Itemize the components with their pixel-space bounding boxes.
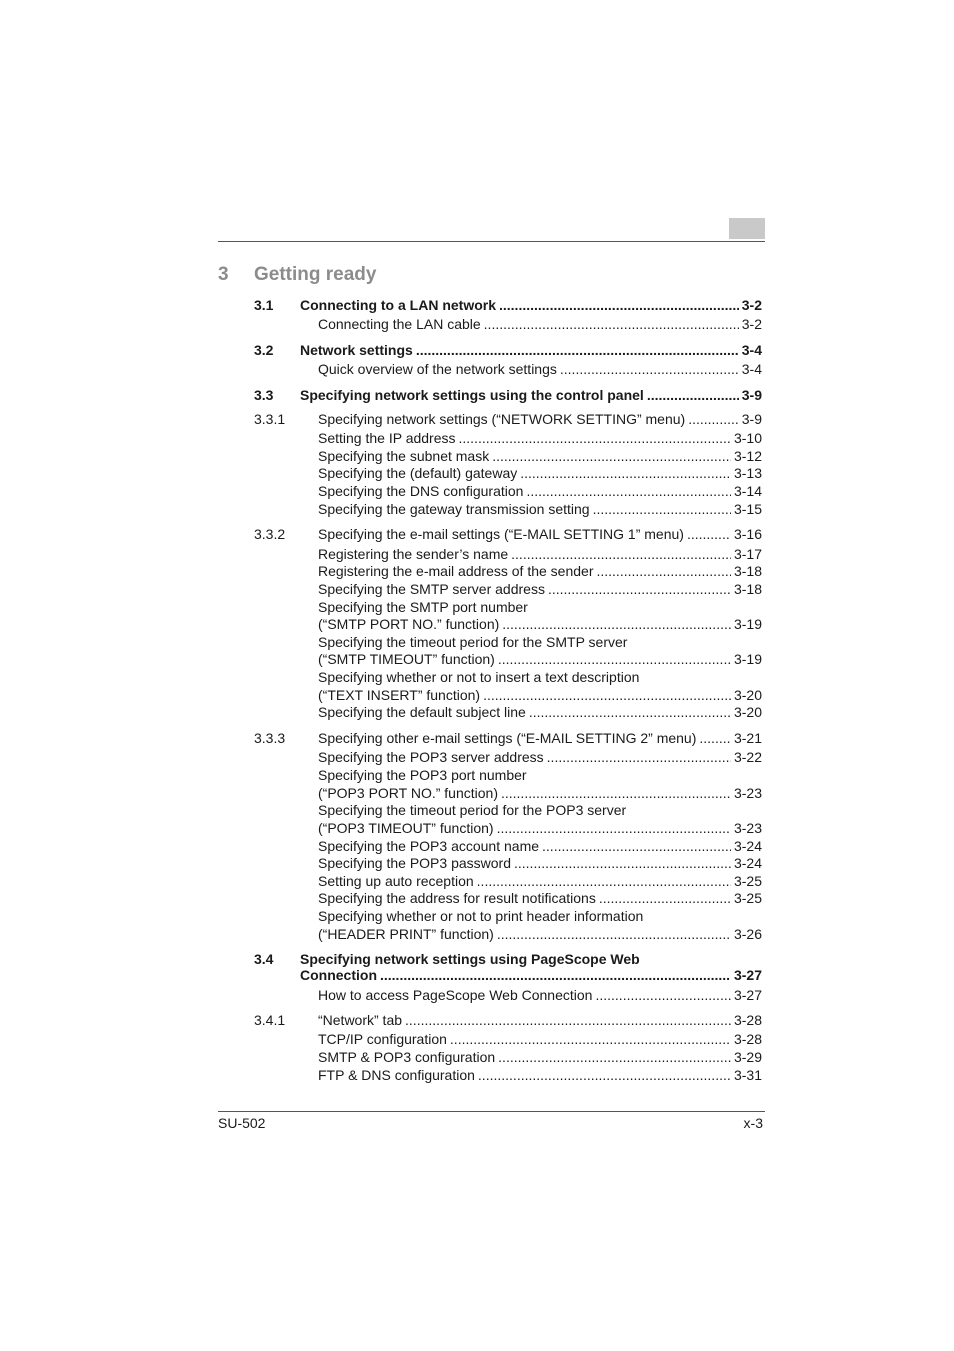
toc-entry-title: Connecting the LAN cable [318,316,481,332]
toc-leader-dots [416,342,739,359]
toc-entry-page: 3-12 [733,448,762,464]
toc-entry-title: (“HEADER PRINT” function) [318,926,494,942]
toc-entry-page: 3-25 [733,873,762,889]
toc-leader-dots [497,926,731,943]
toc-entry-page: 3-2 [741,297,762,313]
toc-entry-page: 3-15 [733,501,762,517]
toc-leader-dots [450,1031,731,1048]
toc-entry-title: Specifying the POP3 password [318,855,511,871]
toc-leader-dots [529,704,731,721]
toc-entry-page: 3-27 [733,987,762,1003]
toc-entry-title: Registering the e-mail address of the sender [318,563,594,579]
toc-entry-number: 3.3 [254,387,274,403]
toc-entry-page: 3-23 [733,785,762,801]
toc-leader-dots [596,563,730,580]
toc-entry-title: (“SMTP TIMEOUT” function) [318,651,495,667]
toc-entry-title: “Network” tab [318,1012,403,1028]
toc-entry-page: 3-14 [733,483,762,499]
toc-entry-page: 3-13 [733,465,762,481]
toc-entry-page: 3-24 [733,855,762,871]
toc-leader-dots [688,411,739,428]
toc-leader-dots [699,730,731,747]
toc-entry-title: FTP & DNS configuration [318,1067,475,1083]
toc-entry-page: 3-17 [733,546,762,562]
toc-entry-page: 3-2 [741,316,762,332]
toc-entry-page: 3-25 [733,890,762,906]
toc-leader-dots [484,316,739,333]
toc-leader-dots [459,430,731,447]
toc-leader-dots [599,890,731,907]
toc-leader-dots [520,465,731,482]
chapter-number: 3 [218,264,229,285]
toc-entry-title: Specifying network settings using PageScope Web [300,951,640,967]
toc-entry-page: 3-23 [733,820,762,836]
toc-entry-title: Specifying the gateway transmission setting [318,501,590,517]
toc-entry-page: 3-24 [733,838,762,854]
toc-leader-dots [560,361,739,378]
toc-entry-number: 3.3.2 [254,526,286,542]
toc-leader-dots [593,501,731,518]
toc-entry-title: Specifying the POP3 account name [318,838,540,854]
toc-entry-number: 3.3.1 [254,411,286,427]
toc-entry-title: (“SMTP PORT NO.” function) [318,616,500,632]
toc-entry-title: Specifying network settings (“NETWORK SETTING” menu) [318,411,686,427]
toc-leader-dots [647,387,739,404]
toc-leader-dots [687,526,731,543]
toc-leader-dots [497,820,731,837]
toc-entry-page: 3-28 [733,1031,762,1047]
chapter-heading [218,264,376,286]
toc-leader-dots [547,749,731,766]
toc-entry-title: Connecting to a LAN network [300,297,496,313]
toc-entry-title: Specifying the timeout period for the SMTP server [318,634,628,650]
toc-entry-title: SMTP & POP3 configuration [318,1049,496,1065]
toc-leader-dots [498,651,731,668]
footer-rule [218,1111,765,1112]
toc-entry-page: 3-19 [733,616,762,632]
toc-entry-title: TCP/IP configuration [318,1031,447,1047]
header-rule [218,241,765,242]
toc-leader-dots [478,1067,731,1084]
toc-leader-dots [502,616,731,633]
toc-entry-title: (“POP3 PORT NO.” function) [318,785,498,801]
toc-entry-page: 3-19 [733,651,762,667]
toc-entry-page: 3-16 [733,526,762,542]
toc-entry-title: Specifying other e-mail settings (“E-MAIL SETTING 2” menu) [318,730,697,746]
toc-entry-title: Specifying the SMTP server address [318,581,545,597]
toc-entry-page: 3-18 [733,581,762,597]
toc-entry-title: Specifying the POP3 port number [318,767,527,783]
toc-entry-page: 3-4 [741,361,762,377]
toc-leader-dots [498,1049,731,1066]
chapter-tab-marker [729,218,765,239]
toc-entry-title: Setting up auto reception [318,873,474,889]
toc-entry-number: 3.3.3 [254,730,286,746]
chapter-title: Getting ready [254,264,377,285]
toc-entry-page: 3-26 [733,926,762,942]
toc-entry-page: 3-4 [741,342,762,358]
toc-entry-page: 3-10 [733,430,762,446]
toc-entry-title: Connection [300,967,377,983]
toc-entry-page: 3-18 [733,563,762,579]
toc-leader-dots [501,785,731,802]
toc-entry-page: 3-28 [733,1012,762,1028]
toc-leader-dots [514,855,731,872]
toc-entry-title: How to access PageScope Web Connection [318,987,593,1003]
toc-entry-page: 3-9 [741,411,762,427]
toc-entry-title: Quick overview of the network settings [318,361,557,377]
toc-entry-title: Setting the IP address [318,430,456,446]
toc-leader-dots [405,1012,731,1029]
footer-page-number: x-3 [743,1115,763,1131]
footer-model: SU-502 [218,1115,266,1131]
toc-entry-title: Specifying the e-mail settings (“E-MAIL SETTING 1” menu) [318,526,684,542]
toc-entry-title: Specifying the subnet mask [318,448,490,464]
toc-entry-number: 3.4 [254,951,274,967]
toc-leader-dots [483,687,731,704]
toc-entry-page: 3-22 [733,749,762,765]
toc-leader-dots [595,987,731,1004]
toc-leader-dots [477,873,731,890]
toc-entry-page: 3-27 [733,967,762,983]
toc-entry-title: Specifying network settings using the control panel [300,387,644,403]
toc-entry-title: Specifying the (default) gateway [318,465,518,481]
toc-entry-number: 3.2 [254,342,274,358]
toc-leader-dots [499,297,739,314]
toc-entry-number: 3.4.1 [254,1012,286,1028]
toc-entry-page: 3-21 [733,730,762,746]
toc-leader-dots [511,546,731,563]
toc-leader-dots [548,581,731,598]
toc-leader-dots [492,448,731,465]
toc-entry-title: Specifying whether or not to print header information [318,908,644,924]
toc-entry-title: Network settings [300,342,413,358]
toc-entry-page: 3-31 [733,1067,762,1083]
toc-entry-page: 3-9 [741,387,762,403]
toc-entry-title: Specifying the POP3 server address [318,749,544,765]
toc-entry-title: Specifying the timeout period for the POP3 server [318,802,627,818]
toc-entry-number: 3.1 [254,297,274,313]
toc-entry-title: (“POP3 TIMEOUT” function) [318,820,494,836]
toc-entry-title: Specifying the address for result notifications [318,890,596,906]
toc-entry-page: 3-20 [733,687,762,703]
toc-entry-title: Specifying the default subject line [318,704,526,720]
toc-entry-title: Specifying whether or not to insert a text description [318,669,640,685]
toc-leader-dots [526,483,731,500]
toc-entry-title: (“TEXT INSERT” function) [318,687,481,703]
toc-entry-title: Specifying the SMTP port number [318,599,528,615]
toc-leader-dots [380,967,731,984]
toc-entry-page: 3-29 [733,1049,762,1065]
toc-entry-title: Registering the sender’s name [318,546,509,562]
toc-entry-page: 3-20 [733,704,762,720]
toc-leader-dots [542,838,731,855]
toc-entry-title: Specifying the DNS configuration [318,483,524,499]
